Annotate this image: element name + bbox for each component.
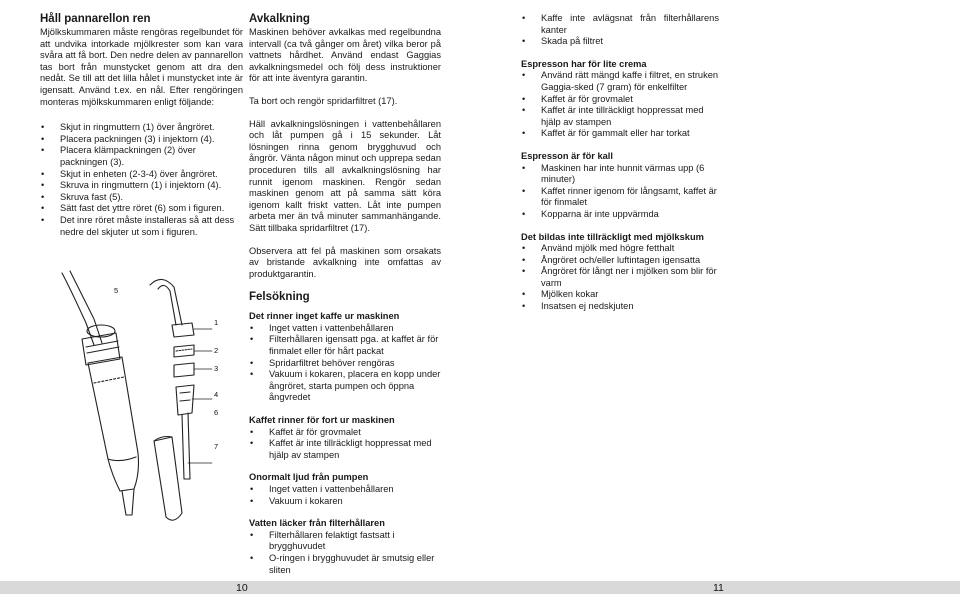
trouble-item: • Kopparna är inte uppvärmda: [521, 209, 719, 221]
figure-label-4: 4: [214, 390, 219, 399]
trouble-item: • Maskinen har inte hunnit värmas upp (6 minuter): [521, 163, 719, 186]
trouble-item: • Vakuum i kokaren, placera en kopp under ångröret, starta pumpen och öppna ångvredet: [249, 369, 441, 404]
trouble-heading: Vatten läcker från filterhållaren: [249, 518, 385, 529]
descaling-paragraph-2: Ta bort och rengör spridarfiltret (17).: [249, 95, 398, 106]
assembly-step: • Skjut in enheten (2-3-4) över ångröret.: [40, 169, 243, 181]
section-title-descaling: Avkalkning: [249, 13, 310, 25]
trouble-item: • Inget vatten i vattenbehållaren: [249, 323, 441, 335]
assembly-step: • Skjut in ringmuttern (1) över ångröret.: [40, 122, 243, 134]
trouble-heading: Espresson är för kall: [521, 150, 613, 161]
trouble-list: [521, 163, 719, 221]
trouble-heading: Espresson har för lite crema: [521, 58, 647, 69]
assembly-step: • Skruva fast (5).: [40, 192, 243, 204]
left-column: [40, 13, 243, 238]
trouble-item: • Spridarfiltret behöver rengöras: [249, 358, 441, 370]
figure-label-6: 6: [214, 408, 219, 417]
figure-label-5: 5: [114, 286, 119, 295]
frother-assembly-diagram: [42, 263, 242, 533]
descaling-paragraph-1: Maskinen behöver avkalkas med regelbundna intervall (ca två gånger om året) vilka beror på vattnets hårdhet. Använd endast Gaggias avkalkningsmedel och följ dess instruktioner för att inte äventyra garantin.: [249, 27, 441, 84]
trouble-item: • Kaffet är inte tillräckligt hoppressat med hjälp av stampen: [249, 438, 441, 461]
assembly-steps-list: [40, 122, 243, 238]
trouble-heading: Det rinner inget kaffe ur maskinen: [249, 311, 400, 322]
trouble-item: • Insatsen ej nedskjuten: [521, 301, 719, 313]
figure-label-2: 2: [214, 346, 219, 355]
trouble-item: • Kaffet är för grovmalet: [521, 94, 719, 106]
trouble-list: [249, 530, 441, 576]
trouble-list: [249, 323, 441, 404]
right-column: [521, 13, 719, 313]
descaling-paragraph-3: Häll avkalkningslösningen i vattenbehållaren och låt pumpen gå i 15 sekunder. Låt lösningen rinna genom brygghuvud och ångrör. Vänta någon minut och upprepa sedan proceduren tills all avkalkningslösning har runnit igenom maskinen. Rengör sedan maskinen genom att på samma sätt köra igenom kallt friskt vatten. Låt inte pumpen arbeta mer än två minuter sammanhängande. Sätt tillbaka spridarfiltret (17).: [249, 118, 441, 233]
steam-pipe-left-inner: [70, 271, 102, 343]
trouble-list: [249, 484, 441, 507]
trouble-item: • Filterhållaren igensatt pga. at kaffet är för finmalet eller för hårt packat: [249, 334, 441, 357]
trouble-item: • Ångröret och/eller luftintagen igensatta: [521, 255, 719, 267]
page-number-left: 10: [236, 582, 248, 594]
figure-label-3: 3: [214, 364, 219, 373]
trouble-heading: Det bildas inte tillräckligt med mjölkskum: [521, 231, 704, 242]
trouble-item: • Filterhållaren felaktigt fastsatt i brygghuvudet: [249, 530, 441, 553]
outer-pipe-6: [154, 437, 182, 520]
assembly-step: • Skruva in ringmuttern (1) i injektorn (4).: [40, 180, 243, 192]
trouble-item: • Kaffet är för grovmalet: [249, 427, 441, 439]
trouble-item: • Vakuum i kokaren: [249, 496, 441, 508]
trouble-item: • Kaffet rinner igenom för långsamt, kaffet är för finmalet: [521, 186, 719, 209]
page-number-right: 11: [713, 582, 724, 594]
trouble-list: [521, 70, 719, 140]
assembly-step: • Placera klämpackningen (2) över packningen (3).: [40, 145, 243, 168]
trouble-item: • Använd rätt mängd kaffe i filtret, en struken Gaggia-sked (7 gram) för enkelfilter: [521, 70, 719, 93]
figure-label-7: 7: [214, 442, 219, 451]
assembly-step: • Det inre röret måste installeras så att dess nedre del skjuter ut som i figuren.: [40, 215, 243, 238]
section-title-milk-frother: Håll pannarellon ren: [40, 13, 151, 25]
trouble-list: [249, 427, 441, 462]
frother-body-left: [88, 357, 139, 491]
trouble-item: • Kaffet är för gammalt eller har torkat: [521, 128, 719, 140]
middle-column: [249, 13, 441, 576]
frother-tip-left: [122, 489, 134, 515]
trouble-item: • Inget vatten i vattenbehållaren: [249, 484, 441, 496]
descaling-paragraph-4: Observera att fel på maskinen som orsakats av bristande avkalkning inte omfattas av produktgarantin.: [249, 245, 441, 279]
figure-label-1: 1: [214, 318, 219, 327]
trouble-item: • Skada på filtret: [521, 36, 719, 48]
assembly-step: • Sätt fast det yttre röret (6) som i figuren.: [40, 203, 243, 215]
gasket-3: [174, 363, 194, 377]
trouble-item: • Kaffe inte avlägsnat från filterhållarens kanter: [521, 13, 719, 36]
ring-nut-1: [172, 323, 194, 337]
page-footer-bar: [0, 581, 960, 594]
trouble-heading: Onormalt ljud från pumpen: [249, 472, 369, 483]
intro-paragraph: Mjölkskummaren måste rengöras regelbundet för att undvika intorkade mjölkrester som kan vara svåra att få bort. Den nedre delen av pannarellon tas bort från munstycket genom att dra den nedåt. Se till att det lilla hålet i munstycket inte är igensatt. Använd t.ex. en nål. Efter rengöringen monteras mjölkskummaren enligt följande:: [40, 27, 243, 107]
trouble-list: [521, 243, 719, 313]
trouble-heading: Kaffet rinner för fort ur maskinen: [249, 415, 395, 426]
trouble-item: • O-ringen i brygghuvudet är smutsig eller sliten: [249, 553, 441, 576]
trouble-item: • Ångröret för långt ner i mjölken som blir för varm: [521, 266, 719, 289]
trouble-item: • Kaffet är inte tillräckligt hoppressat med hjälp av stampen: [521, 105, 719, 128]
trouble-item: • Använd mjölk med högre fetthalt: [521, 243, 719, 255]
assembly-step: • Placera packningen (3) i injektorn (4).: [40, 134, 243, 146]
section-title-troubleshooting: Felsökning: [249, 291, 310, 304]
trouble-item: • Mjölken kokar: [521, 289, 719, 301]
trouble-list: [521, 13, 719, 48]
inner-pipe-7: [182, 413, 190, 479]
